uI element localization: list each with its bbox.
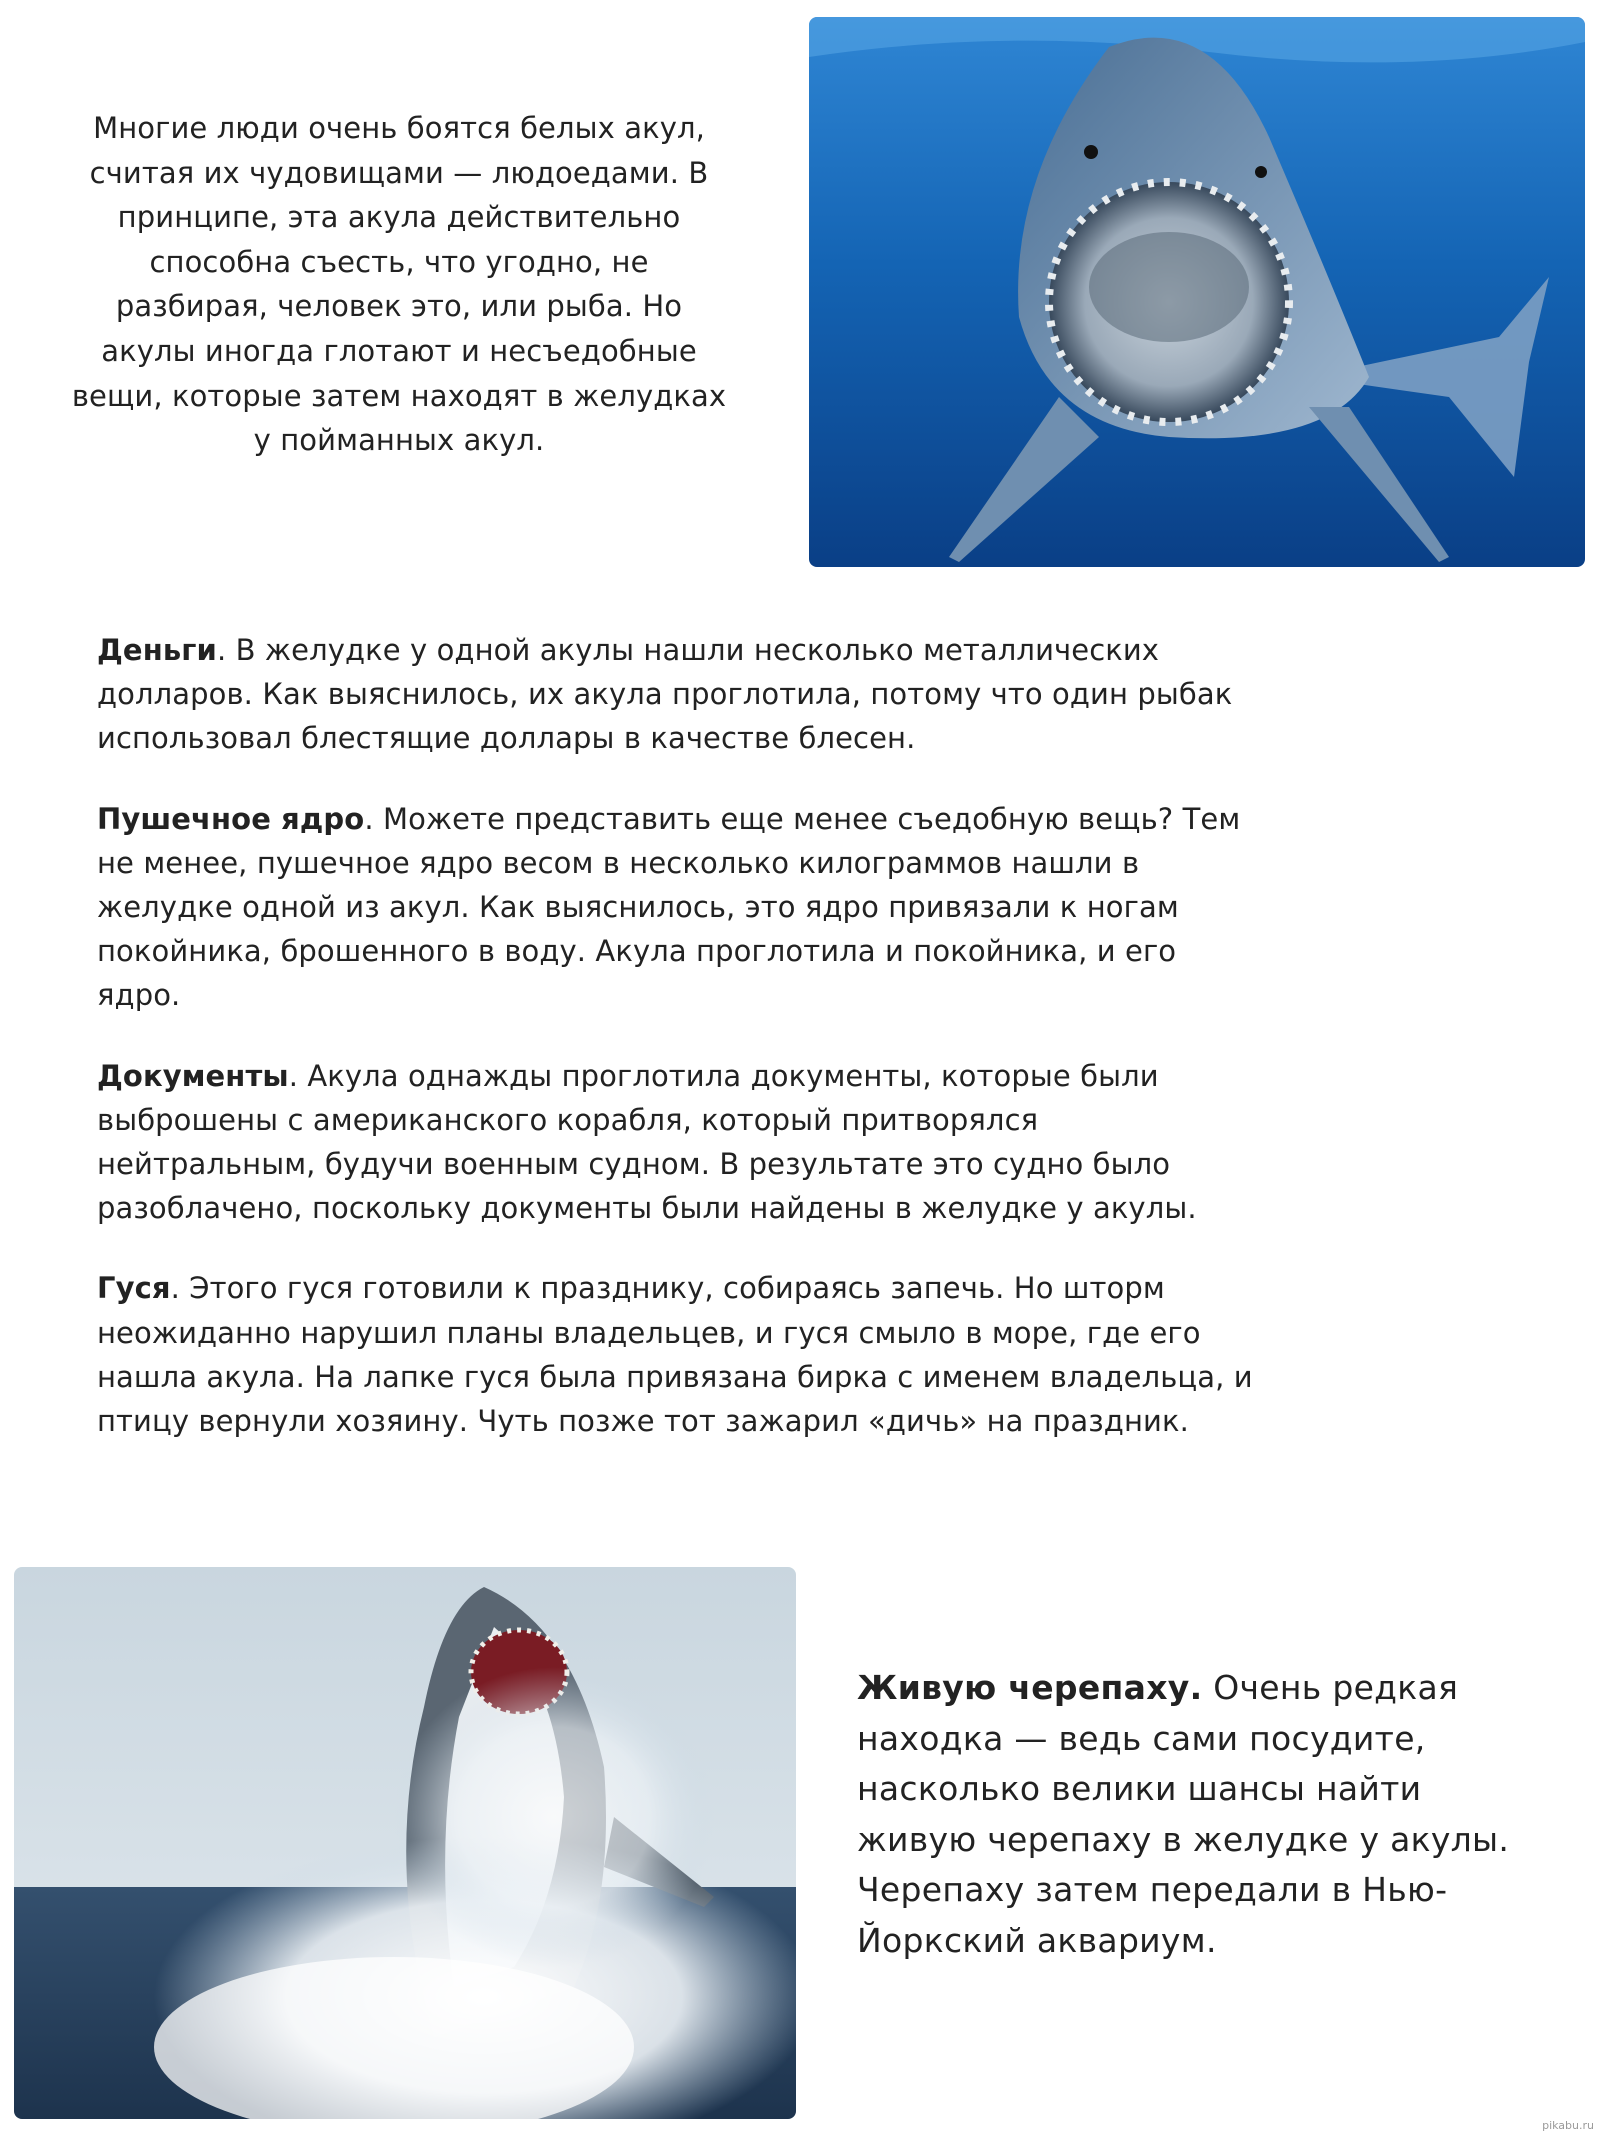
fact-line: неожиданно нарушил планы владельцев, и гуся смыло в море, где его [97,1315,1201,1350]
fact-line: выброшены с американского корабля, который притворялся [97,1102,1039,1137]
intro-paragraph [18,106,780,463]
intro-line: у пойманных акул. [253,423,545,458]
fact-line: птицу вернули хозяину. Чуть позже тот зажарил «дичь» на праздник. [97,1404,1189,1439]
fact-line: ядро. [97,978,181,1013]
fact-line: нашла акула. На лапке гуся была привязана бирка с именем владельца, и [97,1359,1253,1394]
fact-cannonball [97,797,1517,1018]
intro-line: Многие люди очень боятся белых акул, [93,111,705,145]
turtle-line: живую черепаху в желудке у акулы. [857,1819,1510,1859]
fact-money [97,628,1517,761]
fact-line: желудке одной из акул. Как выяснилось, это ядро привязали к ногам [97,890,1179,925]
fact-line: . В желудке у одной акулы нашли несколько металлических [216,633,1160,667]
fact-line: . Акула однажды проглотила документы, которые были [288,1058,1159,1093]
fact-title: Пушечное ядро [97,801,365,836]
intro-line: принципе, эта акула действительно [117,200,681,235]
intro-line: акулы иногда глотают и несъедобные [101,333,697,368]
intro-line: вещи, которые затем находят в желудках [71,378,727,413]
turtle-title: Живую черепаху. [857,1668,1203,1707]
fact-line: использовал блестящие доллары в качестве блесен. [97,721,916,756]
fact-title: Документы [97,1058,289,1093]
facts-list [97,628,1517,1479]
shark-breaching-illustration [14,1567,796,2119]
turtle-line: находка — ведь сами посудите, [857,1718,1426,1758]
shark-open-mouth-illustration [809,17,1585,567]
fact-line: долларов. Как выяснилось, их акула проглотила, потому что один рыбак [97,677,1233,712]
fact-goose [97,1266,1517,1443]
fact-line: . Этого гуся готовили к празднику, собираясь запечь. Но шторм [170,1271,1165,1306]
intro-line: считая их чудовищами — людоедами. В [89,155,709,190]
fact-line: . Можете представить еще менее съедобную вещь? Тем [364,801,1241,836]
fact-line: покойника, брошенного в воду. Акула проглотила и покойника, и его [97,934,1177,969]
turtle-line: Очень редкая [1202,1668,1459,1707]
fact-line: не менее, пушечное ядро весом в несколько килограммов нашли в [97,845,1140,880]
fact-documents [97,1054,1517,1231]
fact-line: нейтральным, будучи военным судном. В результате это судно было [97,1147,1171,1182]
turtle-line: насколько велики шансы найти [857,1769,1422,1808]
fact-title: Гуся [97,1271,171,1306]
shark-breaching-image [14,1567,796,2119]
turtle-line: Йоркский аквариум. [857,1920,1217,1960]
watermark: pikabu.ru [1542,2119,1594,2132]
turtle-line: Черепаху затем передали в Нью- [857,1870,1448,1909]
intro-line: способна съесть, что угодно, не [149,244,649,279]
fact-title: Деньги [97,633,217,667]
intro-line: разбирая, человек это, или рыба. Но [115,289,683,324]
fact-line: разоблачено, поскольку документы были найдены в желудке у акулы. [97,1191,1197,1226]
shark-open-mouth-image [809,17,1585,567]
turtle-fact [857,1663,1587,1966]
